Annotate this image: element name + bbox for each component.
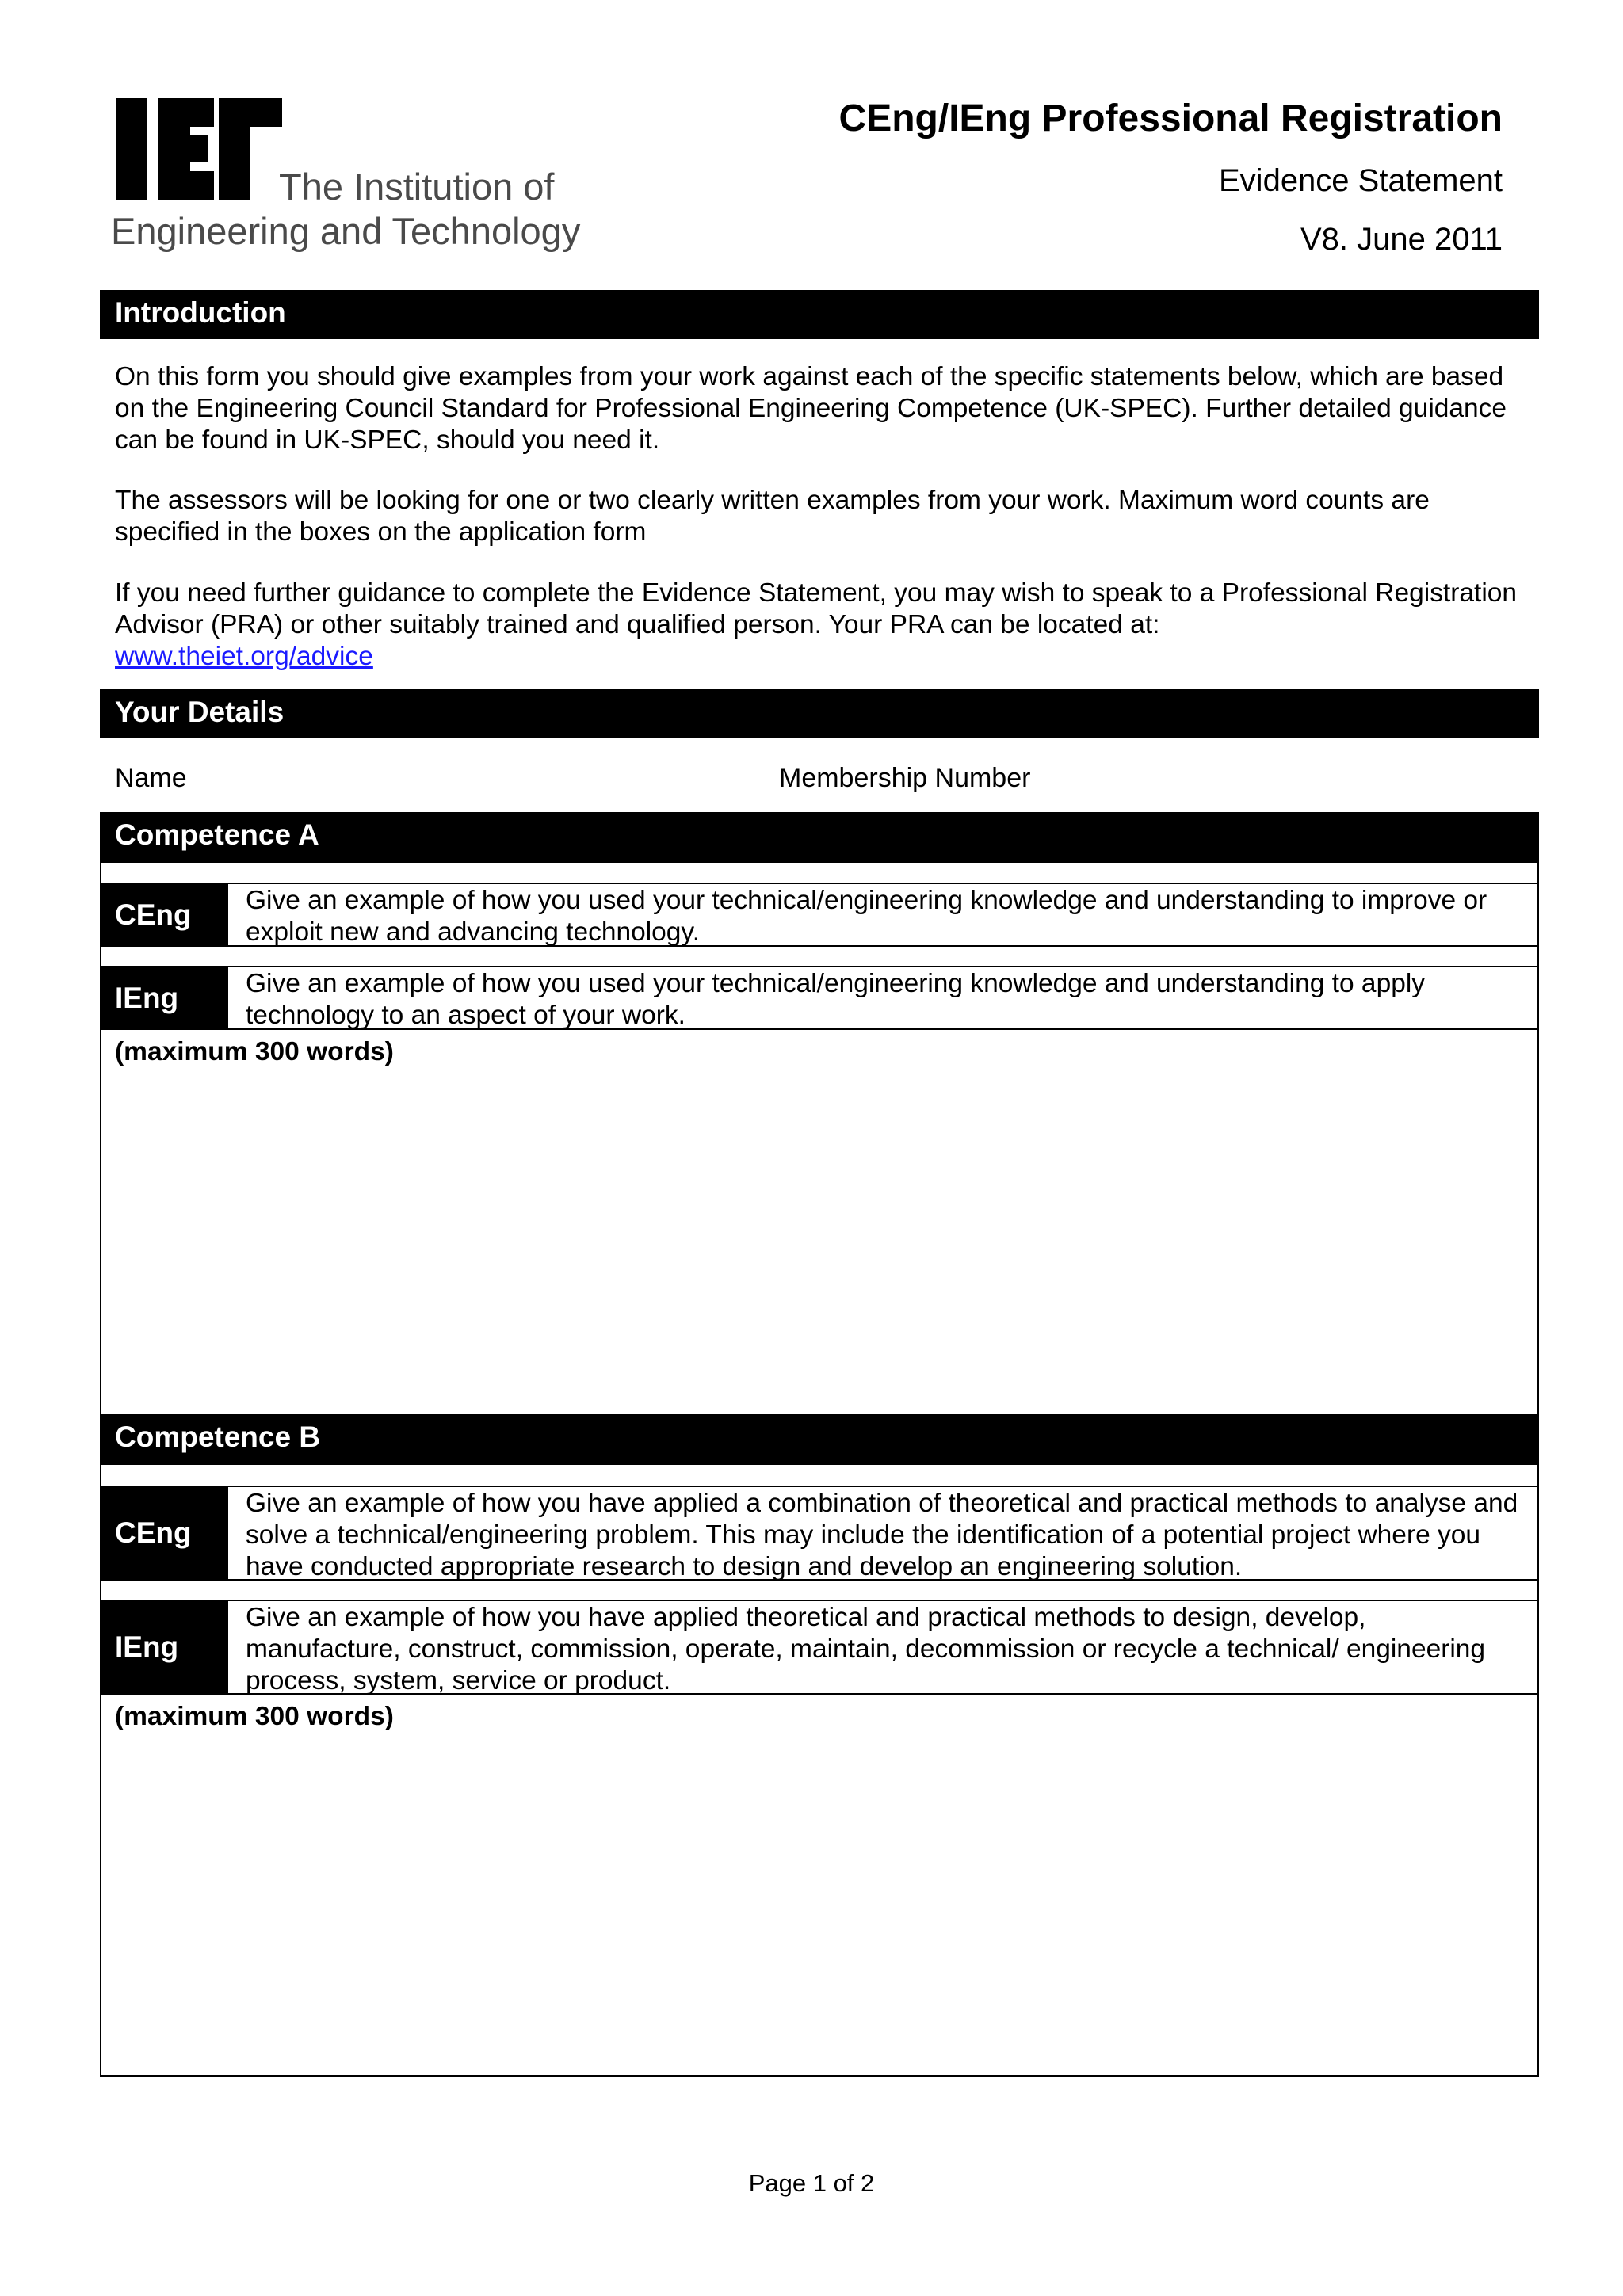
document-version: V8. June 2011 [1300, 222, 1503, 257]
page-number: Page 1 of 2 [748, 2169, 875, 2197]
competence-a-answer-area[interactable] [101, 1069, 1537, 1414]
iet-logo [111, 93, 581, 256]
your-details-heading: Your Details [100, 689, 1539, 738]
competence-b-heading: Competence B [100, 1414, 1539, 1465]
competence-a-ceng-label: CEng [100, 883, 228, 947]
introduction-heading: Introduction [100, 290, 1539, 339]
competence-b-ceng-text: Give an example of how you have applied a combination of theoretical and practical methods to analyse and solve a technical/engineering problem. This may include the identification of a potential project where you have conducted appropriate research to design and develop an engineering solution. [246, 1489, 1518, 1581]
logo-line-1: The Institution of [279, 166, 555, 208]
competence-a-ceng-text: Give an example of how you used your technical/engineering knowledge and understanding to improve or exploit new and advancing technology. [246, 886, 1487, 947]
competence-b-ieng-text: Give an example of how you have applied theoretical and practical methods to design, develop, manufacture, construct, commission, operate, maintain, decommission or recycle a technical/ engineering process, system, service or product. [246, 1603, 1486, 1695]
competence-b-answer-area[interactable] [101, 1733, 1537, 2075]
competence-a-ieng-text: Give an example of how you used your technical/engineering knowledge and understanding to apply technology to an aspect of your work. [246, 969, 1426, 1030]
competence-b-ceng-label: CEng [100, 1486, 228, 1581]
name-label: Name [115, 763, 187, 793]
logo-line-2: Engineering and Technology [111, 210, 581, 252]
competence-a-section [100, 812, 1539, 1416]
competence-b-section [100, 1414, 1539, 2077]
document-subtitle: Evidence Statement [1219, 163, 1503, 198]
iet-logo-mark [111, 93, 285, 204]
intro-paragraph-2: The assessors will be looking for one or two clearly written examples from your work. Maximum word counts are specified in the boxes on the application form [115, 486, 1430, 547]
intro-paragraph-1: On this form you should give examples from your work against each of the specific statements below, which are based on the Engineering Council Standard for Professional Engineering Competence (UK-SPEC). Further detailed guidance can be found in UK-SPEC, should you need it. [115, 362, 1507, 455]
advice-link[interactable]: www.theiet.org/advice [115, 642, 373, 671]
competence-b-max-words: (maximum 300 words) [115, 1702, 394, 1731]
intro-paragraph-3 [115, 578, 1526, 673]
competence-b-ieng-label: IEng [100, 1600, 228, 1695]
competence-a-ieng-label: IEng [100, 966, 228, 1030]
document-title: CEng/IEng Professional Registration [838, 97, 1503, 139]
intro-paragraph-3-text: If you need further guidance to complete the Evidence Statement, you may wish to speak to a Professional Registration Advisor (PRA) or other suitably trained and qualified person. Your PRA can be located at: [115, 578, 1518, 639]
membership-number-label: Membership Number [779, 763, 1031, 793]
competence-a-heading: Competence A [100, 812, 1539, 863]
competence-a-max-words: (maximum 300 words) [115, 1037, 394, 1066]
